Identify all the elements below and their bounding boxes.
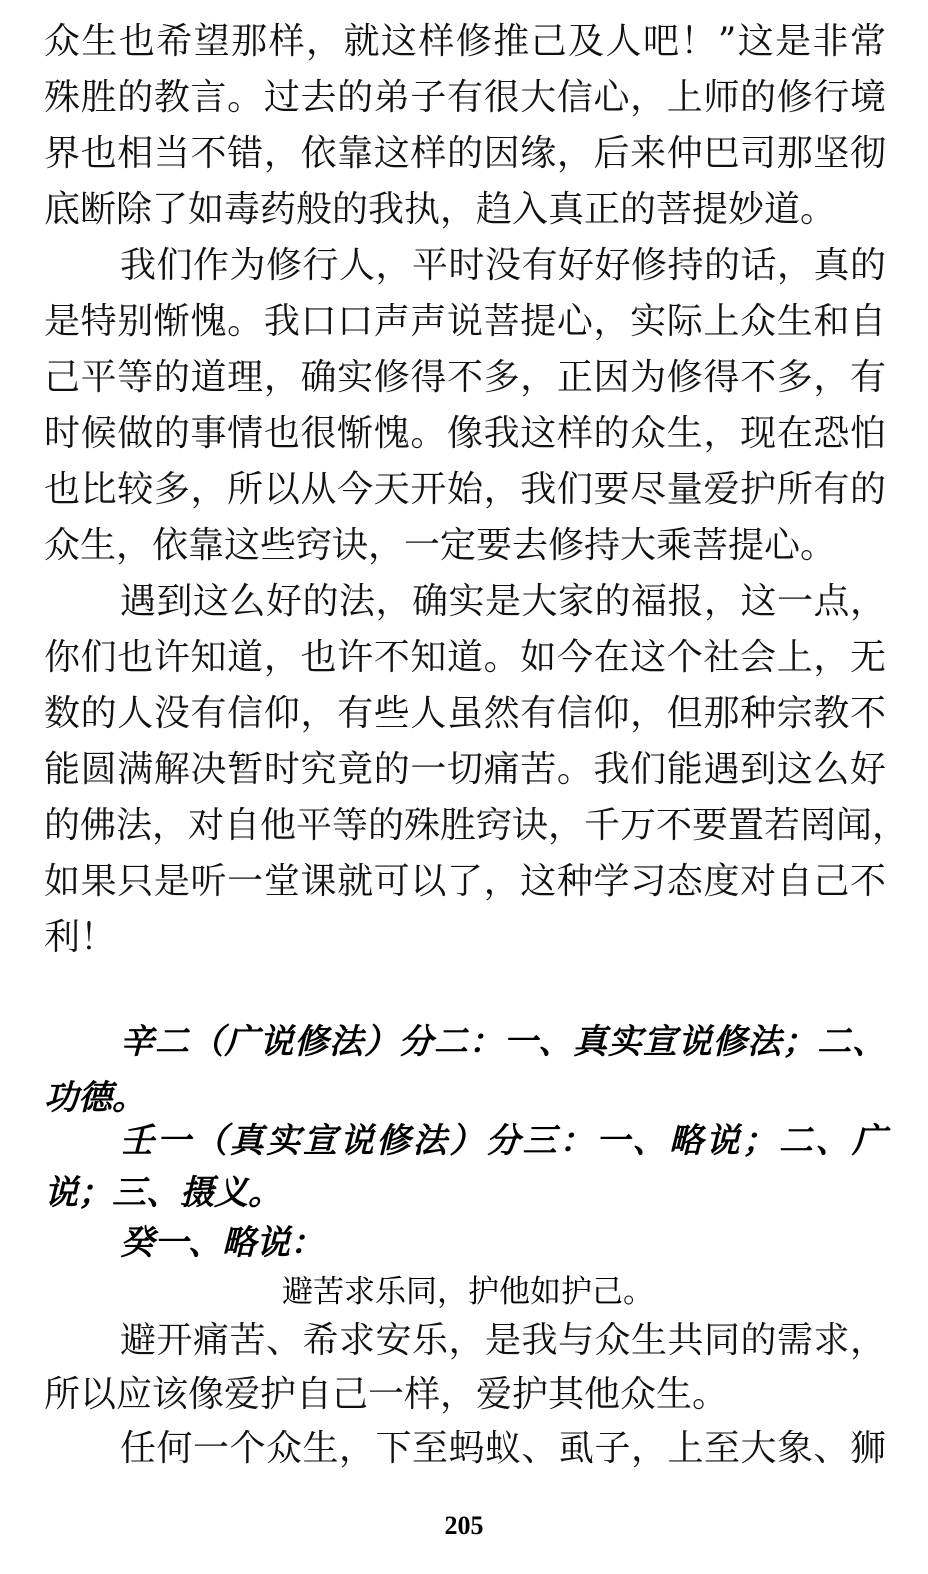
text-line: 所以应该像爱护自己一样，爱护其他众生。 xyxy=(44,1374,729,1415)
text-line: 我们作为修行人，平时没有好好修持的话，真的 xyxy=(120,245,886,286)
text-line: 数的人没有信仰，有些人虽然有信仰，但那种宗教不 xyxy=(44,693,886,734)
section-heading: 辛二（广说修法）分二：一、真实宣说修法；二、 xyxy=(120,1022,886,1062)
text-line: 你们也许知道，也许不知道。如今在这个社会上，无 xyxy=(44,637,886,678)
text-line: 众生，依靠这些窍诀，一定要去修持大乘菩提心。 xyxy=(44,525,837,566)
text-line: 己平等的道理，确实修得不多，正因为修得不多，有 xyxy=(44,357,886,398)
section-heading: 癸一、略说： xyxy=(120,1223,324,1263)
text-line: 任何一个众生，下至蚂蚁、虱子，上至大象、狮 xyxy=(120,1428,886,1469)
text-line: 时候做的事情也很惭愧。像我这样的众生，现在恐怕 xyxy=(44,413,886,454)
text-line: 的佛法，对自他平等的殊胜窍诀，千万不要置若罔闻， xyxy=(44,805,909,846)
section-heading: 说；三、摄义。 xyxy=(44,1173,282,1213)
page-number: 205 xyxy=(444,1511,484,1540)
text-line: 殊胜的教言。过去的弟子有很大信心，上师的修行境 xyxy=(44,77,886,118)
text-line: 众生也希望那样，就这样修推己及人吧！”这是非常 xyxy=(44,21,886,62)
text-line: 界也相当不错，依靠这样的因缘，后来仲巴司那坚彻 xyxy=(44,133,886,174)
root-verse: 避苦求乐同，护他如护己。 xyxy=(282,1274,654,1310)
text-line: 能圆满解决暂时究竟的一切痛苦。我们能遇到这么好 xyxy=(44,749,886,790)
section-heading: 壬一（真实宣说修法）分三：一、略说；二、广 xyxy=(120,1121,886,1161)
section-heading: 功德。 xyxy=(44,1078,146,1118)
text-line: 底断除了如毒药般的我执，趋入真正的菩提妙道。 xyxy=(44,189,837,230)
text-line: 遇到这么好的法，确实是大家的福报，这一点， xyxy=(120,581,886,622)
text-line: 也比较多，所以从今天开始，我们要尽量爱护所有的 xyxy=(44,469,886,510)
text-line: 利！ xyxy=(44,917,117,958)
text-line: 避开痛苦、希求安乐，是我与众生共同的需求， xyxy=(120,1320,886,1361)
text-line: 是特别惭愧。我口口声声说菩提心，实际上众生和自 xyxy=(44,301,886,342)
text-line: 如果只是听一堂课就可以了，这种学习态度对自己不 xyxy=(44,861,886,902)
